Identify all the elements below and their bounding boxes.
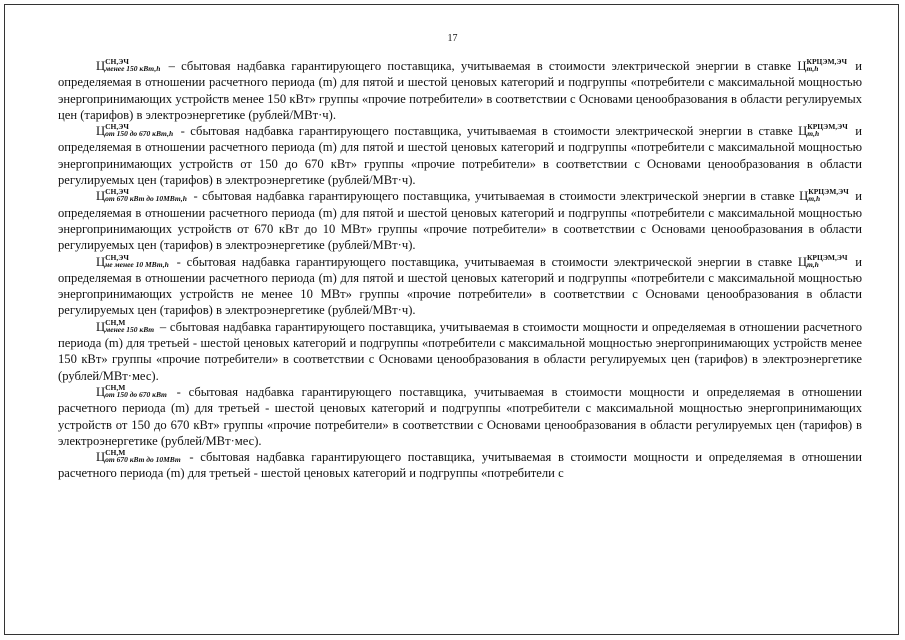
symbol-superscript: СН,ЭЧ [105, 122, 129, 132]
symbol-superscript: СН,М [105, 317, 126, 327]
price-symbol: Ц [96, 189, 106, 204]
symbol-superscript: СН,М [105, 383, 126, 393]
symbol-indices [105, 58, 160, 72]
symbol-superscript: СН,ЭЧ [105, 57, 129, 67]
symbol-subscript: m,h [806, 64, 819, 74]
paragraph-5 [58, 319, 862, 384]
price-symbol: Ц [96, 59, 106, 73]
symbol-indices [105, 254, 169, 268]
symbol-indices [105, 449, 181, 463]
symbol-superscript: СН,ЭЧ [105, 187, 129, 197]
price-symbol: Ц [797, 59, 807, 73]
paragraph-text: - сбытовая надбавка гарантирующего поставщика, учитываемая в стоимости электрической энергии в ставке [188, 189, 800, 204]
symbol-indices [807, 123, 848, 137]
price-symbol: Ц [798, 124, 808, 139]
symbol-indices [105, 384, 167, 398]
price-symbol: Ц [799, 189, 809, 204]
price-symbol: Ц [96, 124, 106, 139]
paragraph-text: – сбытовая надбавка гарантирующего поставщика, учитываемая в стоимости электрической энергии в ставке [162, 59, 798, 73]
symbol-subscript: m,h [808, 194, 821, 204]
symbol-indices [105, 319, 154, 333]
symbol-subscript: от 670 кВт до 10МВт [105, 455, 181, 465]
symbol-subscript: не менее 10 МВт,h [105, 259, 169, 269]
paragraph-text: - сбытовая надбавка гарантирующего поставщика, учитываемая в стоимости электрической энергии в ставке [175, 124, 799, 139]
paragraph-text: - сбытовая надбавка гарантирующего поставщика, учитываемая в стоимости электрической энергии в ставке [170, 254, 798, 269]
paragraph-text: - сбытовая надбавка гарантирующего поставщика, учитываемая в стоимости мощности и определяемая в отношении расчетного периода (m) для третьей - шестой ценовых категорий и подгруппы «потребители с [58, 450, 862, 481]
paragraph-text: и определяемая в отношении расчетного периода (m) для пятой и шестой ценовых категорий и подгруппы «потребители с максимальной мощностью энергопринимающих устройств от 670 кВт до 10 МВт» группы «прочие потребители» в соответствии с Основами ценообразования в области регулируемых цен (тарифов) в электроэнергетике (рублей/МВт·ч). [58, 189, 863, 253]
symbol-indices [807, 254, 848, 268]
symbol-indices [105, 188, 187, 202]
paragraph-text: - сбытовая надбавка гарантирующего поставщика, учитываемая в стоимости мощности и определяемая в отношении расчетного периода (m) для третьей - шестой ценовых категорий и подгруппы «потребители с максимальной мощностью энергопринимающих устройств от 150 до 670 кВт» группы «прочие потребители» в соответствии с Основами ценообразования в области регулируемых цен (тарифов) в электроэнергетике (рублей/МВт·мес). [58, 384, 862, 448]
symbol-subscript: менее 150 кВт [105, 324, 155, 334]
symbol-superscript: КРЦЭМ,ЭЧ [806, 252, 848, 262]
paragraph-text: и определяемая в отношении расчетного периода (m) для пятой и шестой ценовых категорий и подгруппы «потребители с максимальной мощностью энергопринимающих устройств от 150 до 670 кВт» группы «прочие потребители» в соответствии с Основами ценообразования в области регулируемых цен (тарифов) в электроэнергетике (рублей/МВт·ч). [58, 124, 862, 188]
symbol-subscript: от 670 кВт до 10МВт,h [105, 194, 187, 204]
paragraph-6 [58, 384, 862, 449]
paragraph-text: и определяемая в отношении расчетного периода (m) для пятой и шестой ценовых категорий и подгруппы «потребители с максимальной мощностью энергопринимающих устройств менее 150 кВт» группы «прочие потребители» в соответствии с Основами ценообразования в области регулируемых цен (тарифов) в электроэнергетике (рублей/МВт·ч). [58, 59, 862, 122]
symbol-subscript: от 150 до 670 кВт,h [105, 129, 174, 139]
symbol-indices [807, 58, 848, 72]
symbol-indices [808, 188, 849, 202]
paragraph-2 [58, 123, 862, 188]
symbol-superscript: КРЦЭМ,ЭЧ [806, 57, 847, 67]
symbol-subscript: от 150 до 670 кВт [105, 390, 167, 400]
price-symbol: Ц [96, 450, 106, 465]
paragraph-3 [58, 188, 862, 253]
symbol-superscript: КРЦЭМ,ЭЧ [807, 122, 848, 132]
symbol-subscript: менее 150 кВт,h [105, 64, 161, 74]
price-symbol: Ц [797, 254, 807, 269]
symbol-indices [105, 123, 173, 137]
symbol-subscript: m,h [806, 259, 819, 269]
paragraph-7 [58, 449, 862, 482]
page-number: 17 [447, 33, 458, 44]
paragraph-text: и определяемая в отношении расчетного периода (m) для пятой и шестой ценовых категорий и подгруппы «потребители с максимальной мощностью энергопринимающих устройств не менее 10 МВт» группы «прочие потребители» в соответствии с Основами ценообразования в области регулируемых цен (тарифов) в электроэнергетике (рублей/МВт·ч). [58, 254, 863, 318]
price-symbol: Ц [96, 319, 106, 334]
price-symbol: Ц [96, 254, 106, 269]
symbol-superscript: СН,М [105, 448, 126, 458]
document-body [58, 58, 862, 482]
price-symbol: Ц [96, 384, 106, 399]
symbol-subscript: m,h [807, 129, 820, 139]
paragraph-4 [58, 254, 862, 319]
symbol-superscript: СН,ЭЧ [105, 252, 129, 262]
paragraph-text: – сбытовая надбавка гарантирующего поставщика, учитываемая в стоимости мощности и определяемая в отношении расчетного периода (m) для третьей - шестой ценовых категорий и подгруппы «потребители с максимальной мощностью энергопринимающих устройств менее 150 кВт» группы «прочие потребители» в соответствии с Основами ценообразования в области регулируемых цен (тарифов) в электроэнергетике (рублей/МВт·мес). [58, 319, 862, 383]
paragraph-1 [58, 58, 862, 123]
symbol-superscript: КРЦЭМ,ЭЧ [808, 187, 849, 197]
